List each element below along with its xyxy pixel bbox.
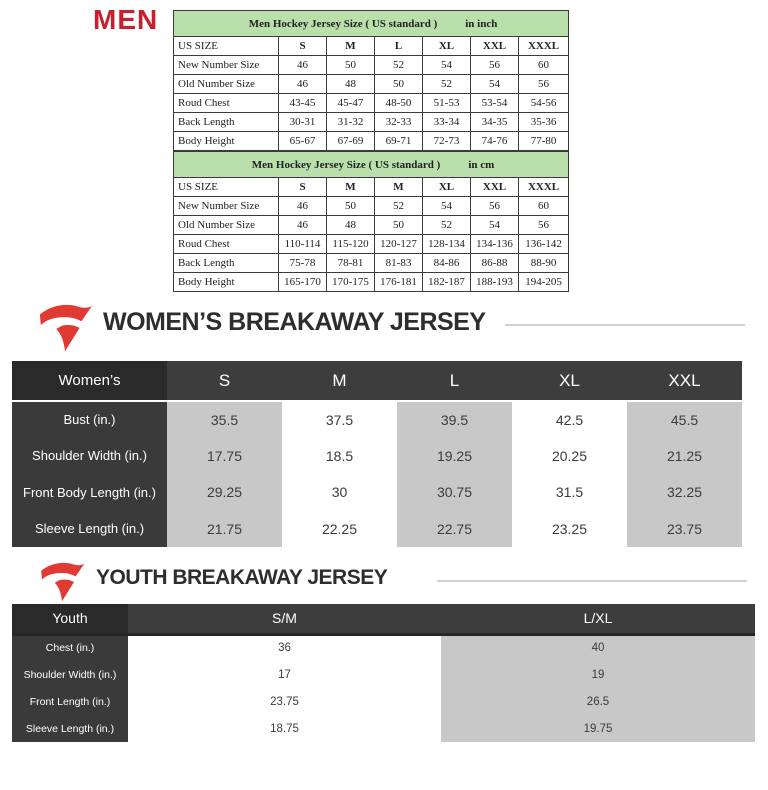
table-row [174,197,569,216]
size-cell: 60 [519,197,569,216]
size-cell: 67-69 [327,132,375,151]
size-cell: 35-36 [519,113,569,132]
table-title-row [174,152,569,178]
men-section-label: MEN [93,4,159,35]
size-header-cell: XXL [627,361,742,401]
size-cell: 19 [441,661,755,688]
size-cell: 18.75 [128,715,441,742]
table-row [174,254,569,273]
size-cell: 88-90 [519,254,569,273]
table-row [174,216,569,235]
size-cell: 17 [128,661,441,688]
size-cell: 65-67 [279,132,327,151]
size-cell: 120-127 [375,235,423,254]
table-row [174,178,569,197]
size-cell: 54 [471,75,519,94]
size-cell: 18.5 [282,438,397,475]
size-cell: 40 [441,634,755,661]
size-cell: 52 [423,75,471,94]
size-cell: 56 [471,197,519,216]
row-label: Roud Chest [174,94,279,113]
size-cell: 33-34 [423,113,471,132]
table-row [12,438,742,475]
size-cell: 74-76 [471,132,519,151]
size-cell: 86-88 [471,254,519,273]
size-cell: 46 [279,75,327,94]
size-cell: XXXL [519,37,569,56]
size-cell: 170-175 [327,273,375,292]
size-cell: 77-80 [519,132,569,151]
header-row [12,604,755,634]
men-size-tables [173,10,568,292]
size-cell: 20.25 [512,438,627,475]
table-row [12,511,742,548]
size-cell: 45.5 [627,401,742,438]
size-cell: 21.75 [167,511,282,548]
size-cell: 50 [327,56,375,75]
size-cell: XL [423,178,471,197]
size-header-cell: L/XL [441,604,755,634]
row-label: Old Number Size [174,75,279,94]
size-cell: 48 [327,75,375,94]
size-cell: 54-56 [519,94,569,113]
size-cell: 39.5 [397,401,512,438]
size-cell: 36 [128,634,441,661]
size-cell: 48-50 [375,94,423,113]
size-header-cell: L [397,361,512,401]
size-cell: 17.75 [167,438,282,475]
size-cell: 176-181 [375,273,423,292]
size-cell: 115-120 [327,235,375,254]
size-cell: 136-142 [519,235,569,254]
size-cell: M [375,178,423,197]
row-label: Roud Chest [174,235,279,254]
size-cell: M [327,37,375,56]
table-row [174,235,569,254]
size-cell: S [279,178,327,197]
size-cell: 50 [327,197,375,216]
size-cell: 56 [519,216,569,235]
size-cell: 29.25 [167,474,282,511]
size-header-cell: S/M [128,604,441,634]
size-cell: 56 [519,75,569,94]
size-cell: 30-31 [279,113,327,132]
youth-size-table [12,604,755,742]
size-cell: 31-32 [327,113,375,132]
size-cell: 52 [375,56,423,75]
table-unit-text: in inch [465,17,498,30]
row-label: US SIZE [174,178,279,197]
size-cell: S [279,37,327,56]
brand-flag-logo-icon [36,299,94,357]
size-cell: 21.25 [627,438,742,475]
table-row [174,37,569,56]
size-cell: 23.75 [627,511,742,548]
table-row [174,132,569,151]
table-row [12,474,742,511]
table-row [174,113,569,132]
row-label: Back Length [174,113,279,132]
row-label: Shoulder Width (in.) [12,438,167,475]
table-title-text: Men Hockey Jersey Size ( US standard ) [251,158,441,171]
youth-title-divider [437,580,747,582]
size-cell: 50 [375,75,423,94]
women-title-divider [505,324,745,326]
size-cell: 50 [375,216,423,235]
size-cell: 188-193 [471,273,519,292]
size-cell: XXL [471,37,519,56]
row-label: Body Height [174,273,279,292]
size-cell: 46 [279,56,327,75]
youth-section-title: YOUTH BREAKAWAY JERSEY [96,566,388,589]
size-header-cell: M [282,361,397,401]
corner-header-cell: Women’s [12,361,167,401]
table-row [174,94,569,113]
size-cell: 22.25 [282,511,397,548]
men-size-table [173,10,569,151]
size-cell: 42.5 [512,401,627,438]
row-label: Back Length [174,254,279,273]
size-cell: XXL [471,178,519,197]
row-label: Old Number Size [174,216,279,235]
size-cell: 60 [519,56,569,75]
table-unit-text: in cm [468,158,495,171]
size-header-cell: XL [512,361,627,401]
size-cell: 19.75 [441,715,755,742]
table-row [12,661,755,688]
size-cell: 23.75 [128,688,441,715]
row-label: Bust (in.) [12,401,167,438]
table-title-cell [174,11,569,37]
size-cell: 35.5 [167,401,282,438]
corner-header-cell: Youth [12,604,128,634]
row-label: US SIZE [174,37,279,56]
size-cell: XXXL [519,178,569,197]
size-cell: 23.25 [512,511,627,548]
size-cell: 37.5 [282,401,397,438]
size-cell: XL [423,37,471,56]
size-cell: 134-136 [471,235,519,254]
table-row [12,688,755,715]
size-cell: 182-187 [423,273,471,292]
row-label: Chest (in.) [12,634,128,661]
size-cell: 54 [423,56,471,75]
women-size-table [12,361,742,547]
row-label: Front Body Length (in.) [12,474,167,511]
table-row [12,715,755,742]
size-cell: 22.75 [397,511,512,548]
size-cell: 165-170 [279,273,327,292]
table-row [12,634,755,661]
size-cell: 26.5 [441,688,755,715]
table-row [174,56,569,75]
row-label: Sleeve Length (in.) [12,715,128,742]
row-label: Body Height [174,132,279,151]
size-header-cell: S [167,361,282,401]
size-cell: 56 [471,56,519,75]
size-cell: 52 [423,216,471,235]
row-label: Sleeve Length (in.) [12,511,167,548]
size-cell: 81-83 [375,254,423,273]
size-cell: 72-73 [423,132,471,151]
men-size-table [173,151,569,292]
size-cell: 128-134 [423,235,471,254]
header-row [12,361,742,401]
size-cell: 30.75 [397,474,512,511]
size-cell: 45-47 [327,94,375,113]
size-cell: 78-81 [327,254,375,273]
table-title-text: Men Hockey Jersey Size ( US standard ) [248,17,438,30]
table-row [174,273,569,292]
size-cell: 69-71 [375,132,423,151]
women-section-title: WOMEN’S BREAKAWAY JERSEY [103,308,486,336]
row-label: Front Length (in.) [12,688,128,715]
table-title-row [174,11,569,37]
size-cell: 54 [471,216,519,235]
size-cell: 46 [279,216,327,235]
size-cell: 194-205 [519,273,569,292]
size-cell: 34-35 [471,113,519,132]
size-cell: L [375,37,423,56]
size-cell: 110-114 [279,235,327,254]
size-cell: 32.25 [627,474,742,511]
size-cell: 52 [375,197,423,216]
row-label: New Number Size [174,197,279,216]
size-cell: 51-53 [423,94,471,113]
size-cell: 84-86 [423,254,471,273]
table-title-cell [174,152,569,178]
size-cell: 54 [423,197,471,216]
size-cell: 31.5 [512,474,627,511]
size-cell: 46 [279,197,327,216]
size-cell: 19.25 [397,438,512,475]
size-cell: M [327,178,375,197]
size-cell: 53-54 [471,94,519,113]
size-cell: 32-33 [375,113,423,132]
size-cell: 48 [327,216,375,235]
brand-flag-logo-icon [38,558,86,606]
size-cell: 30 [282,474,397,511]
table-row [174,75,569,94]
row-label: New Number Size [174,56,279,75]
size-cell: 43-45 [279,94,327,113]
size-cell: 75-78 [279,254,327,273]
row-label: Shoulder Width (in.) [12,661,128,688]
table-row [12,401,742,438]
